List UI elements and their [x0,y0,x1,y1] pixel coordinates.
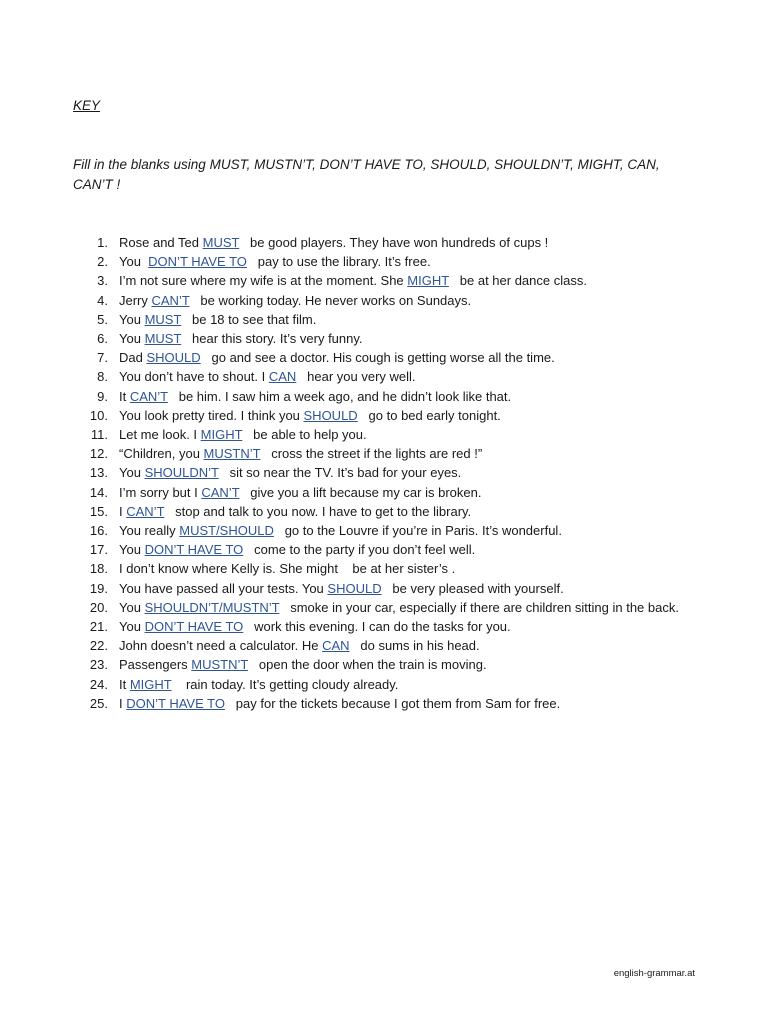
sentence-start: Passengers [119,657,192,673]
sentence-start: You [119,254,149,270]
list-item [0,579,768,598]
sentence-end: go to bed early tonight. [357,407,501,423]
item-number: 14. [89,484,108,500]
sentence-start: Let me look. I [119,427,201,443]
list-item [0,329,768,348]
sentence-end: work this evening. I can do the tasks for you. [243,619,511,635]
answer-text: CAN’T [126,503,165,519]
answer-text: DON’T HAVE TO [144,542,244,558]
answer-text: SHOULDN’T [144,465,219,481]
footer-source: english-grammar.at [613,968,695,979]
sentence-end: hear this story. It’s very funny. [181,331,363,347]
sentence-start: You [119,542,145,558]
item-number: 25. [89,695,108,711]
list-item [0,559,768,578]
list-item [0,252,768,271]
item-number: 1. [97,235,108,250]
sentence-start: I don’t know where Kelly is. She might be at her sister’s . [119,561,456,577]
sentence-end: be 18 to see that film. [181,311,317,327]
item-number: 21. [89,619,108,635]
item-number: 7. [97,350,108,366]
item-number: 10. [89,407,108,423]
answer-text: MIGHT [407,273,449,289]
item-number: 3. [97,273,108,289]
answer-text: DON’T HAVE TO [144,619,244,635]
sentence-start: I [119,695,127,711]
sentence-end: be at her dance class. [448,273,587,289]
list-item [0,540,768,559]
list-item [0,233,768,252]
item-number: 5. [97,311,108,327]
item-number: 12. [89,446,108,462]
list-item [0,271,768,290]
answer-text: CAN [268,369,297,385]
answer-text: MUSTN’T [203,446,261,462]
item-number: 19. [89,580,108,596]
sentence-start: You don’t have to shout. I [119,369,269,385]
item-number: 22. [89,638,108,654]
sentence-end: be good players. They have won hundreds of cups ! [239,235,549,250]
sentence-start: I [119,503,127,519]
item-number: 6. [97,331,108,347]
answer-text: CAN [322,638,350,654]
list-item [0,425,768,444]
list-item [0,502,768,521]
answer-text: MUST [144,311,182,327]
sentence-end: stop and talk to you now. I have to get to the library. [164,503,472,519]
sentence-end: pay for the tickets because I got them from Sam for free. [224,695,561,711]
sentence-start: You [119,465,145,481]
sentence-start: I’m sorry but I [119,484,202,500]
list-item [0,348,768,367]
sentence-end: be him. I saw him a week ago, and he didn’t look like that. [167,388,512,404]
sentence-start: Dad [119,350,147,366]
answer-text: SHOULD [327,580,382,596]
sentence-start: It [119,388,130,404]
sentence-start: You really [119,523,180,539]
sentence-start: I’m not sure where my wife is at the moment. She [119,273,408,289]
item-number: 23. [89,657,108,673]
sentence-end: be working today. He never works on Sundays. [189,292,472,308]
item-number: 18. [89,561,108,577]
list-item [0,617,768,636]
answer-text: DON’T HAVE TO [148,254,247,270]
sentence-end: come to the party if you don’t feel well. [243,542,476,558]
answer-text: DON’T HAVE TO [126,695,225,711]
answer-text: MIGHT [200,427,243,443]
sentence-end: pay to use the library. It’s free. [246,254,431,270]
sentence-end: rain today. It’s getting cloudy already. [171,676,399,692]
list-item [0,694,768,713]
sentence-start: “Children, you [119,446,204,462]
sentence-end: be very pleased with yourself. [381,580,564,596]
item-number: 15. [89,503,108,519]
answer-text: MUST/SHOULD [179,523,274,539]
sentence-start: Jerry [119,292,152,308]
list-item [0,655,768,674]
sentence-end: go and see a doctor. His cough is getting worse all the time. [200,350,555,366]
sentence-start: You [119,311,145,327]
item-number: 11. [90,427,108,443]
list-item [0,291,768,310]
item-number: 17. [89,542,108,558]
sentence-end: be able to help you. [242,427,367,443]
sentence-end: hear you very well. [296,369,416,385]
sentence-start: It [119,676,130,692]
list-item [0,598,768,617]
sentence-start: You look pretty tired. I think you [119,407,304,423]
sentence-start: Rose and Ted [119,235,203,250]
sentence-start: You [119,331,145,347]
answer-text: SHOULD [303,407,358,423]
answer-text: SHOULD [146,350,201,366]
item-number: 16. [89,523,108,539]
answer-list [0,233,768,713]
list-item [0,367,768,386]
item-number: 2. [97,254,108,270]
item-number: 13. [89,465,108,481]
sentence-start: You [119,599,145,615]
answer-text: CAN’T [129,388,168,404]
answer-text: SHOULDN’T/MUSTN’T [144,599,280,615]
list-item [0,463,768,482]
sentence-end: sit so near the TV. It’s bad for your eyes. [218,465,462,481]
item-number: 20. [89,599,108,615]
instructions: Fill in the blanks using MUST, MUSTN’T, DON’T HAVE TO, SHOULD, SHOULDN’T, MIGHT, CAN, CAN’T ! [73,157,660,192]
key-heading: KEY [73,98,101,113]
answer-text: MUST [144,331,182,347]
list-item [0,444,768,463]
item-number: 24. [89,676,108,692]
list-item [0,406,768,425]
sentence-start: You [119,619,145,635]
sentence-start: You have passed all your tests. You [119,580,328,596]
list-item [0,675,768,694]
list-item [0,636,768,655]
answer-text: MIGHT [129,676,172,692]
sentence-end: smoke in your car, especially if there are children sitting in the back. [279,599,679,615]
item-number: 9. [97,388,108,404]
list-item [0,310,768,329]
list-item [0,483,768,502]
sentence-end: open the door when the train is moving. [248,657,487,673]
item-number: 4. [97,292,108,308]
item-number: 8. [97,369,108,385]
answer-text: MUST [202,235,240,250]
sentence-end: go to the Louvre if you’re in Paris. It’s wonderful. [273,523,562,539]
answer-text: CAN’T [201,484,240,500]
answer-text: MUSTN’T [191,657,249,673]
answer-text: CAN’T [151,292,190,308]
sentence-end: do sums in his head. [349,638,480,654]
list-item [0,521,768,540]
list-item [0,387,768,406]
sentence-end: cross the street if the lights are red !” [260,446,483,462]
sentence-start: John doesn’t need a calculator. He [119,638,323,654]
sentence-end: give you a lift because my car is broken. [239,484,482,500]
